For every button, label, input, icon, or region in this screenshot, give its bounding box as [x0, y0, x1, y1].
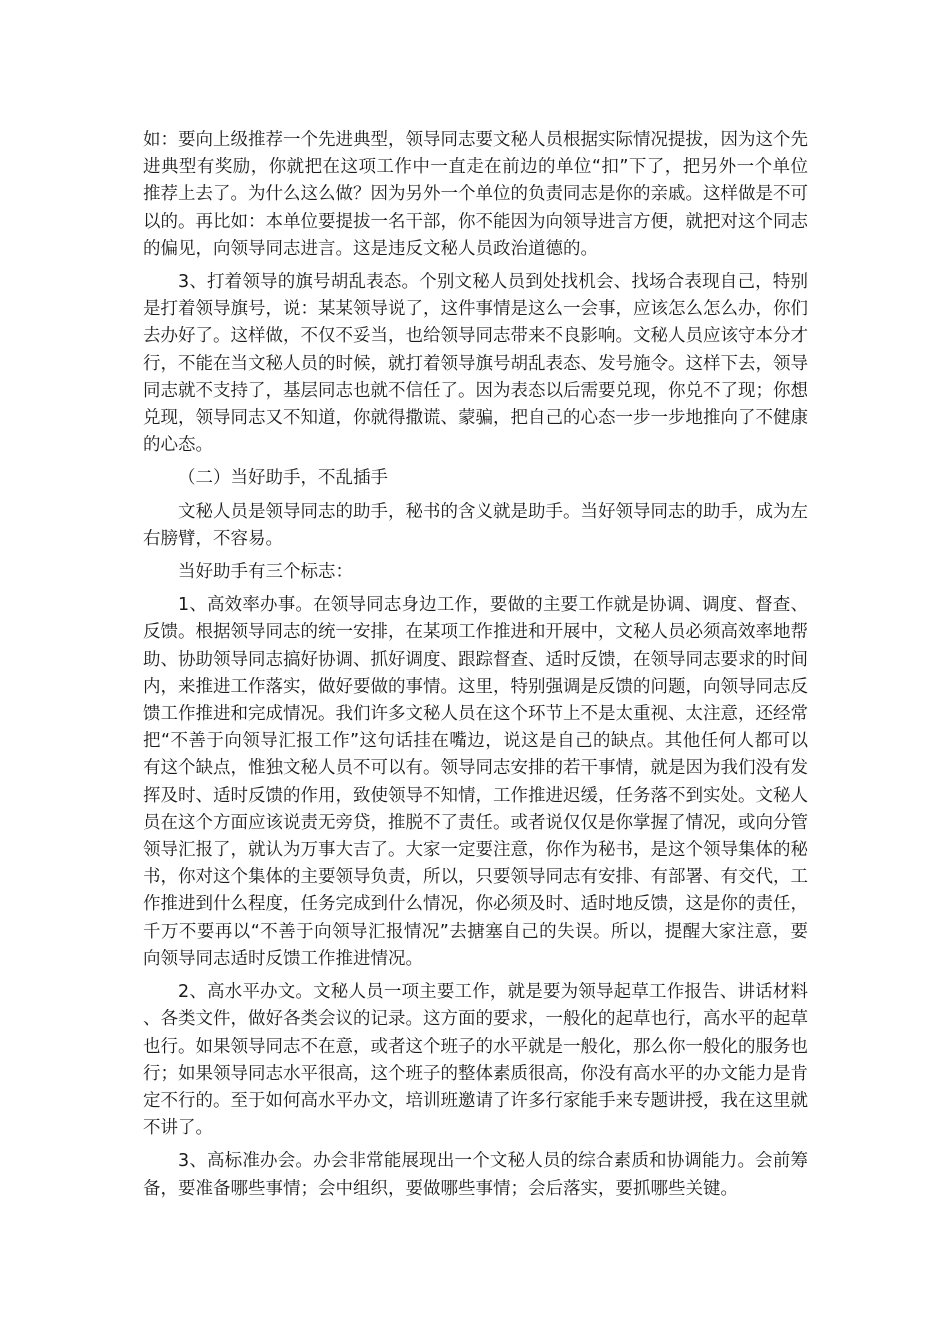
- paragraph-item-3-meetings: 3、高标准办会。办会非常能展现出一个文秘人员的综合素质和协调能力。会前筹备，要准备哪些事情；会中组织，要做哪些事情；会后落实，要抓哪些关键。: [143, 1151, 808, 1199]
- paragraph-item-2-documents: 2、高水平办文。文秘人员一项主要工作，就是要为领导起草工作报告、讲话材料、各类文件，做好各类会议的记录。这方面的要求，一般化的起草也行，高水平的起草也行。如果领导同志不在意，或者这个班子的水平就是一般化，那么你一般化的服务也行；如果领导同志水平很高，这个班子的整体素质很高，你没有高水平的办文能力是肯定不行的。至于如何高水平办文，培训班邀请了许多行家能手来专题讲授，我在这里就不讲了。: [143, 982, 808, 1139]
- paragraph-three-marks: 当好助手有三个标志：: [178, 562, 353, 583]
- paragraph-item-1-efficiency: 1、高效率办事。在领导同志身边工作，要做的主要工作就是协调、调度、督查、反馈。根据领导同志的统一安排，在某项工作推进和开展中，文秘人员必须高效率地帮助、协助领导同志搞好协调、抓好调度、跟踪督查、适时反馈，在领导同志要求的时间内，来推进工作落实，做好要做的事情。这里，特别强调是反馈的问题，向领导同志反馈工作推进和完成情况。我们许多文秘人员在这个环节上不是太重视、太注意，还经常把“不善于向领导汇报工作”这句话挂在嘴边，说这是自己的缺点。其他任何人都可以有这个缺点，惟独文秘人员不可以有。领导同志安排的若干事情，就是因为我们没有发挥及时、适时反馈的作用，致使领导不知情，工作推进迟缓，任务落不到实处。文秘人员在这个方面应该说责无旁贷，推脱不了责任。或者说仅仅是你掌握了情况，或向分管领导汇报了，就认为万事大吉了。大家一定要注意，你作为秘书，是这个领导集体的秘书，你对这个集体的主要领导负责，所以，只要领导同志有安排、有部署、有交代，工作推进到什么程度，任务完成到什么情况，你必须及时、适时地反馈，这是你的责任，千万不要再以“不善于向领导汇报情况”去搪塞自己的失误。所以，提醒大家注意，要向领导同志适时反馈工作推进情况。: [143, 595, 808, 969]
- section-heading: （二）当好助手，不乱插手: [178, 468, 388, 489]
- document-body: [143, 127, 808, 1209]
- paragraph-item-3-political-stance: 3、打着领导的旗号胡乱表态。个别文秘人员到处找机会、找场合表现自己，特别是打着领导旗号，说：某某领导说了，这件事情是这么一会事，应该怎么怎么办，你们去办好了。这样做，不仅不妥当，也给领导同志带来不良影响。文秘人员应该守本分才行，不能在当文秘人员的时候，就打着领导旗号胡乱表态、发号施令。这样下去，领导同志就不支持了，基层同志也就不信任了。因为表态以后需要兑现，你兑不了现；你想兑现，领导同志又不知道，你就得撒谎、蒙骗，把自己的心态一步一步地推向了不健康的心态。: [143, 272, 808, 456]
- paragraph-assistant-intro: 文秘人员是领导同志的助手，秘书的含义就是助手。当好领导同志的助手，成为左右膀臂，不容易。: [143, 501, 808, 549]
- paragraph-continued: 如：要向上级推荐一个先进典型，领导同志要文秘人员根据实际情况提拔，因为这个先进典型有奖励，你就把在这项工作中一直走在前边的单位“扣”下了，把另外一个单位推荐上去了。为什么这么做？因为另外一个单位的负责同志是你的亲戚。这样做是不可以的。再比如：本单位要提拔一名干部，你不能因为向领导进言方便，就把对这个同志的偏见，向领导同志进言。这是违反文秘人员政治道德的。: [143, 130, 808, 259]
